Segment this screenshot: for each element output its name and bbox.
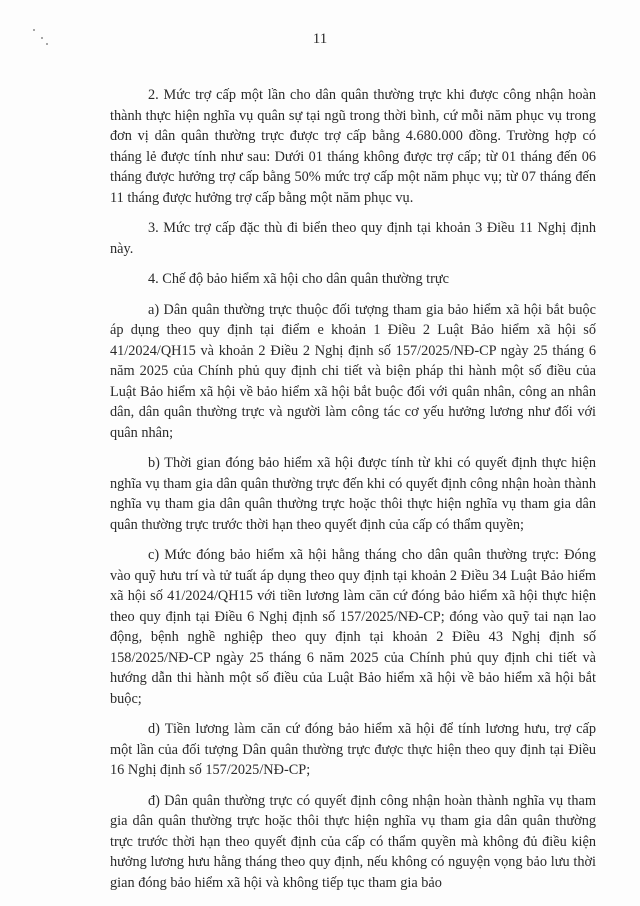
paragraph-item-4-heading: 4. Chế độ bảo hiểm xã hội cho dân quân thường trực (148, 271, 449, 287)
page-number: 11 (312, 31, 328, 47)
paragraph-item-2: 2. Mức trợ cấp một lần cho dân quân thường trực khi được công nhận hoàn thành thực hiện nghĩa vụ quân sự tại ngũ trong thời bình, cứ mỗi năm phục vụ trong đơn vị dân quân thường trực được trợ cấp bằng 4.680.000 đồng. Trường hợp có tháng lẻ được tính như sau: Dưới 01 tháng không được trợ cấp; từ 01 tháng đến 06 tháng được hưởng trợ cấp bằng 50% mức trợ cấp một năm phục vụ; từ 07 tháng đến 11 tháng được hưởng trợ cấp bằng một năm phục vụ. (110, 87, 596, 206)
paragraph-point-b: b) Thời gian đóng bảo hiểm xã hội được tính từ khi có quyết định thực hiện nghĩa vụ tham gia dân quân thường trực đến khi có quyết định công nhận hoàn thành nghĩa vụ tham gia dân quân thường trực hoặc thôi thực hiện nghĩa vụ tham gia dân quân thường trực trước thời hạn theo quyết định của cấp có thẩm quyền; (110, 455, 597, 533)
paragraph-item-3: 3. Mức trợ cấp đặc thù đi biển theo quy định tại khoản 3 Điều 11 Nghị định này. (110, 220, 596, 257)
paragraph-point-d: d) Tiền lương làm căn cứ đóng bảo hiểm xã hội để tính lương hưu, trợ cấp một lần của đối tượng Dân quân thường trực được thực hiện theo quy định tại Điều 16 Nghị định số 157/2025/NĐ-CP; (110, 721, 596, 778)
document-body (110, 85, 596, 903)
paragraph-point-c: c) Mức đóng bảo hiểm xã hội hằng tháng cho dân quân thường trực: Đóng vào quỹ hưu trí và tử tuất áp dụng theo quy định tại khoản 2 Điều 34 Luật Bảo hiểm xã hội số 41/2024/QH15 với tiền lương làm căn cứ đóng bảo hiểm xã hội thực hiện theo quy định tại Điều 6 Nghị định số 157/2025/NĐ-CP; đóng vào quỹ tai nạn lao động, bệnh nghề nghiệp theo quy định tại khoản 2 Điều 43 Nghị định số 158/2025/NĐ-CP ngày 25 tháng 6 năm 2025 của Chính phủ quy định chi tiết và hướng dẫn thi hành một số điều của Luật Bảo hiểm xã hội về bảo hiểm xã hội bắt buộc; (110, 547, 596, 707)
paragraph-point-dd: đ) Dân quân thường trực có quyết định công nhận hoàn thành nghĩa vụ tham gia dân quân thường trực hoặc thôi thực hiện nghĩa vụ tham gia dân quân thường trực trước thời hạn theo quyết định của cấp có thẩm quyền mà không đủ điều kiện hưởng lương hưu hằng tháng theo quy định, nếu không có nguyện vọng bảo lưu thời gian đóng bảo hiểm xã hội và không tiếp tục tham gia bảo (110, 792, 596, 891)
paragraph-point-a: a) Dân quân thường trực thuộc đối tượng tham gia bảo hiểm xã hội bắt buộc áp dụng theo quy định tại điểm e khoản 1 Điều 2 Luật Bảo hiểm xã hội số 41/2024/QH15 và khoản 2 Điều 2 Nghị định số 157/2025/NĐ-CP ngày 25 tháng 6 năm 2025 của Chính phủ quy định chi tiết và biện pháp thi hành một số điều của Luật Bảo hiểm xã hội về bảo hiểm xã hội bắt buộc đối với quân nhân, công an nhân dân, dân quân thường trực và người làm công tác cơ yếu hưởng lương như đối với quân nhân; (110, 301, 596, 441)
